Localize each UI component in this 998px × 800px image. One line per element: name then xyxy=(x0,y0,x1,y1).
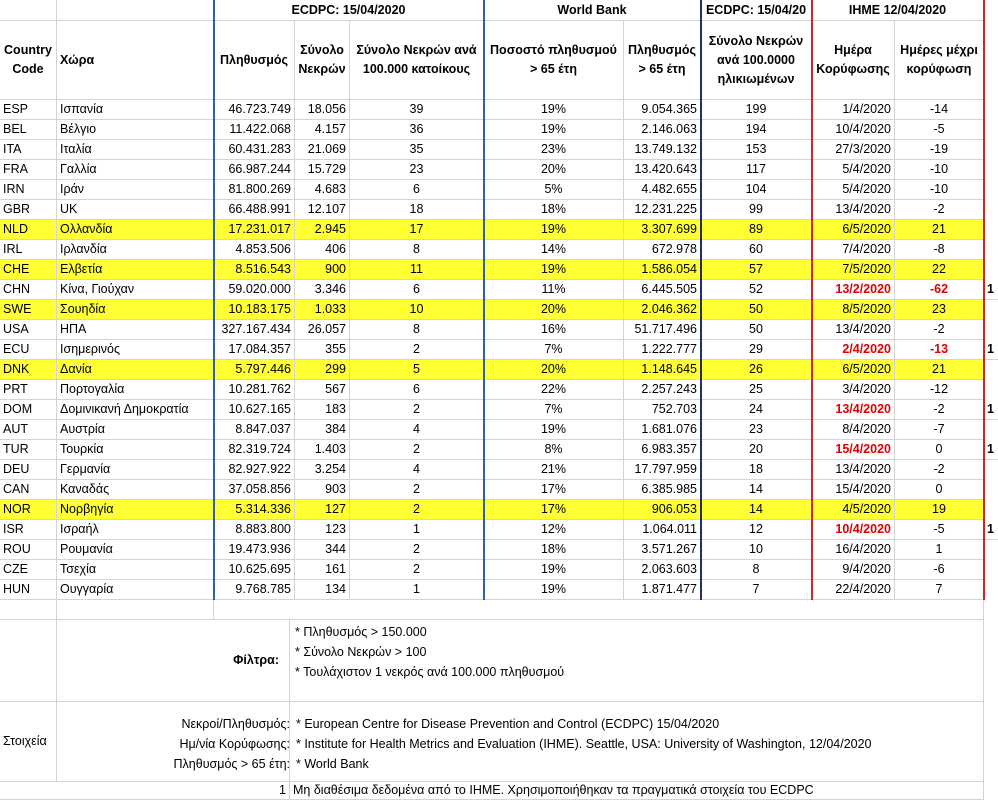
cell-days: -2 xyxy=(895,320,984,340)
cell-country: Ισημερινός xyxy=(57,340,214,360)
cell-deaths: 355 xyxy=(295,340,350,360)
col-header-pop65: Πληθυσμός > 65 έτη xyxy=(624,21,701,100)
col-header-deaths: Σύνολο Νεκρών xyxy=(295,21,350,100)
cell-per100k65: 50 xyxy=(701,300,812,320)
cell-code: FRA xyxy=(0,160,57,180)
cell-deaths: 123 xyxy=(295,520,350,540)
cell-pop65: 12.231.225 xyxy=(624,200,701,220)
divider-navy xyxy=(700,0,702,600)
cell-per100k65: 89 xyxy=(701,220,812,240)
cell-per100k: 17 xyxy=(350,220,484,240)
cell-pop: 8.883.800 xyxy=(214,520,295,540)
cell-peak: 16/4/2020 xyxy=(812,540,895,560)
cell-days: -62 xyxy=(895,280,984,300)
cell-pop: 59.020.000 xyxy=(214,280,295,300)
source-value: * Institute for Health Metrics and Evaluation (IHME). Seattle, USA: University of Washington, 12/04/2020 xyxy=(296,737,872,751)
cell-days: -2 xyxy=(895,400,984,420)
divider-red xyxy=(811,0,813,600)
cell-pct65: 5% xyxy=(484,180,624,200)
cell-days: -10 xyxy=(895,180,984,200)
cell-peak: 13/4/2020 xyxy=(812,400,895,420)
cell-per100k: 4 xyxy=(350,420,484,440)
cell-per100k: 6 xyxy=(350,280,484,300)
cell-pop65: 13.420.643 xyxy=(624,160,701,180)
cell-pop65: 2.046.362 xyxy=(624,300,701,320)
cell-country: Νορβηγία xyxy=(57,500,214,520)
cell-per100k: 39 xyxy=(350,100,484,120)
cell-pct65: 11% xyxy=(484,280,624,300)
cell-peak: 13/4/2020 xyxy=(812,200,895,220)
cell-pop: 327.167.434 xyxy=(214,320,295,340)
cell-deaths: 18.056 xyxy=(295,100,350,120)
cell-code: PRT xyxy=(0,380,57,400)
cell-deaths: 15.729 xyxy=(295,160,350,180)
cell-peak: 5/4/2020 xyxy=(812,180,895,200)
cell-pop: 10.183.175 xyxy=(214,300,295,320)
cell-days: -2 xyxy=(895,200,984,220)
cell-pct65: 7% xyxy=(484,400,624,420)
cell-code: ROU xyxy=(0,540,57,560)
cell-days: -14 xyxy=(895,100,984,120)
cell-deaths: 2.945 xyxy=(295,220,350,240)
cell-per100k65: 14 xyxy=(701,500,812,520)
cell-days: -12 xyxy=(895,380,984,400)
cell-days: 7 xyxy=(895,580,984,600)
cell-code: NLD xyxy=(0,220,57,240)
cell-country: Ισραήλ xyxy=(57,520,214,540)
cell-per100k: 36 xyxy=(350,120,484,140)
cell-country: Πορτογαλία xyxy=(57,380,214,400)
cell-pop65: 672.978 xyxy=(624,240,701,260)
cell-pop: 11.422.068 xyxy=(214,120,295,140)
cell-pop: 10.281.762 xyxy=(214,380,295,400)
cell-per100k: 11 xyxy=(350,260,484,280)
cell-deaths: 406 xyxy=(295,240,350,260)
cell-per100k65: 12 xyxy=(701,520,812,540)
cell-empty xyxy=(214,600,984,620)
cell-pop: 46.723.749 xyxy=(214,100,295,120)
cell-deaths: 900 xyxy=(295,260,350,280)
cell-peak: 7/4/2020 xyxy=(812,240,895,260)
cell-per100k: 6 xyxy=(350,380,484,400)
cell-peak: 4/5/2020 xyxy=(812,500,895,520)
cell-code: CHN xyxy=(0,280,57,300)
cell-pct65: 22% xyxy=(484,380,624,400)
cell-empty xyxy=(0,0,57,21)
cell-per100k65: 153 xyxy=(701,140,812,160)
cell-peak: 22/4/2020 xyxy=(812,580,895,600)
cell-pct65: 20% xyxy=(484,300,624,320)
cell-country: Δανία xyxy=(57,360,214,380)
col-header-country: Χώρα xyxy=(57,21,214,100)
cell-pct65: 7% xyxy=(484,340,624,360)
cell-pop65: 2.146.063 xyxy=(624,120,701,140)
cell-code: IRN xyxy=(0,180,57,200)
cell-peak: 5/4/2020 xyxy=(812,160,895,180)
cell-per100k65: 7 xyxy=(701,580,812,600)
cell-country: Σουηδία xyxy=(57,300,214,320)
footnote-text: Μη διαθέσιμα δεδομένα από το IHME. Χρησιμοποιήθηκαν τα πραγματικά στοιχεία του ECDPC xyxy=(290,782,984,800)
cell-empty xyxy=(0,600,57,620)
cell-peak: 13/4/2020 xyxy=(812,320,895,340)
cell-code: ESP xyxy=(0,100,57,120)
cell-per100k: 2 xyxy=(350,440,484,460)
cell-deaths: 12.107 xyxy=(295,200,350,220)
footnote-number: 1 xyxy=(0,782,290,800)
cell-days: 22 xyxy=(895,260,984,280)
cell-empty xyxy=(57,600,214,620)
source-value: * World Bank xyxy=(296,757,369,771)
cell-days: -10 xyxy=(895,160,984,180)
cell-empty xyxy=(0,620,57,702)
cell-per100k: 2 xyxy=(350,340,484,360)
cell-pop: 8.516.543 xyxy=(214,260,295,280)
cell-peak: 2/4/2020 xyxy=(812,340,895,360)
cell-empty xyxy=(57,0,214,21)
cell-deaths: 161 xyxy=(295,560,350,580)
cell-code: ITA xyxy=(0,140,57,160)
cell-pct65: 19% xyxy=(484,580,624,600)
cell-days: 1 xyxy=(895,540,984,560)
col-header-days: Ημέρες μέχρι κορύφωση xyxy=(895,21,984,100)
cell-country: Καναδάς xyxy=(57,480,214,500)
cell-country: Ουγγαρία xyxy=(57,580,214,600)
cell-deaths: 344 xyxy=(295,540,350,560)
cell-pop65: 51.717.496 xyxy=(624,320,701,340)
cell-deaths: 903 xyxy=(295,480,350,500)
cell-code: HUN xyxy=(0,580,57,600)
cell-days: -5 xyxy=(895,120,984,140)
cell-pop: 17.084.357 xyxy=(214,340,295,360)
cell-per100k65: 10 xyxy=(701,540,812,560)
cell-pop: 5.314.336 xyxy=(214,500,295,520)
cell-pop65: 1.586.054 xyxy=(624,260,701,280)
cell-per100k65: 60 xyxy=(701,240,812,260)
divider-blue xyxy=(213,0,215,600)
cell-code: NOR xyxy=(0,500,57,520)
cell-code: ISR xyxy=(0,520,57,540)
cell-country: Αυστρία xyxy=(57,420,214,440)
cell-country: Γαλλία xyxy=(57,160,214,180)
cell-code: CHE xyxy=(0,260,57,280)
cell-country: Τσεχία xyxy=(57,560,214,580)
cell-per100k65: 26 xyxy=(701,360,812,380)
group-header-ecdpc2: ECDPC: 15/04/20 xyxy=(701,0,812,21)
cell-peak: 9/4/2020 xyxy=(812,560,895,580)
cell-per100k: 6 xyxy=(350,180,484,200)
cell-per100k: 4 xyxy=(350,460,484,480)
cell-per100k: 2 xyxy=(350,540,484,560)
cell-pct65: 19% xyxy=(484,560,624,580)
cell-code: USA xyxy=(0,320,57,340)
cell-deaths: 127 xyxy=(295,500,350,520)
cell-pop65: 9.054.365 xyxy=(624,100,701,120)
cell-per100k65: 18 xyxy=(701,460,812,480)
cell-per100k: 1 xyxy=(350,580,484,600)
cell-pct65: 19% xyxy=(484,220,624,240)
cell-peak: 6/5/2020 xyxy=(812,360,895,380)
cell-deaths: 3.346 xyxy=(295,280,350,300)
filter-item: * Σύνολο Νεκρών > 100 xyxy=(295,645,427,659)
cell-deaths: 1.033 xyxy=(295,300,350,320)
cell-pct65: 21% xyxy=(484,460,624,480)
cell-code: BEL xyxy=(0,120,57,140)
cell-country: Ιράν xyxy=(57,180,214,200)
filter-item: * Τουλάχιστον 1 νεκρός ανά 100.000 πληθυσμού xyxy=(295,665,565,679)
cell-pop: 37.058.856 xyxy=(214,480,295,500)
cell-code: CZE xyxy=(0,560,57,580)
cell-pop65: 1.222.777 xyxy=(624,340,701,360)
cell-pct65: 17% xyxy=(484,500,624,520)
cell-pop65: 6.983.357 xyxy=(624,440,701,460)
sources-label: Στοιχεία xyxy=(0,702,57,782)
cell-days: 19 xyxy=(895,500,984,520)
cell-pop65: 1.681.076 xyxy=(624,420,701,440)
cell-days: -7 xyxy=(895,420,984,440)
footnote-marker: 1 xyxy=(984,440,998,460)
cell-peak: 6/5/2020 xyxy=(812,220,895,240)
cell-pop65: 3.307.699 xyxy=(624,220,701,240)
cell-per100k65: 24 xyxy=(701,400,812,420)
cell-code: GBR xyxy=(0,200,57,220)
cell-pct65: 20% xyxy=(484,360,624,380)
footnote-marker: 1 xyxy=(984,520,998,540)
cell-per100k: 8 xyxy=(350,240,484,260)
filter-item: * Πληθυσμός > 150.000 xyxy=(295,625,427,639)
cell-per100k65: 25 xyxy=(701,380,812,400)
cell-per100k65: 117 xyxy=(701,160,812,180)
cell-peak: 8/5/2020 xyxy=(812,300,895,320)
cell-per100k: 18 xyxy=(350,200,484,220)
cell-pop: 17.231.017 xyxy=(214,220,295,240)
cell-per100k65: 99 xyxy=(701,200,812,220)
cell-country: Κίνα, Γιούχαν xyxy=(57,280,214,300)
cell-code: DNK xyxy=(0,360,57,380)
cell-deaths: 3.254 xyxy=(295,460,350,480)
cell-per100k: 8 xyxy=(350,320,484,340)
cell-peak: 13/2/2020 xyxy=(812,280,895,300)
cell-country: Ιταλία xyxy=(57,140,214,160)
cell-per100k: 2 xyxy=(350,400,484,420)
cell-country: Βέλγιο xyxy=(57,120,214,140)
cell-per100k65: 104 xyxy=(701,180,812,200)
col-header-code: Country Code xyxy=(0,21,57,100)
cell-per100k: 2 xyxy=(350,500,484,520)
cell-deaths: 4.157 xyxy=(295,120,350,140)
cell-country: ΗΠΑ xyxy=(57,320,214,340)
cell-country: UK xyxy=(57,200,214,220)
cell-peak: 27/3/2020 xyxy=(812,140,895,160)
cell-peak: 15/4/2020 xyxy=(812,480,895,500)
cell-peak: 15/4/2020 xyxy=(812,440,895,460)
cell-pct65: 19% xyxy=(484,260,624,280)
divider-blue xyxy=(483,0,485,600)
cell-deaths: 384 xyxy=(295,420,350,440)
group-header-ihme: IHME 12/04/2020 xyxy=(812,0,984,21)
divider-red xyxy=(983,0,985,600)
cell-peak: 10/4/2020 xyxy=(812,520,895,540)
cell-pct65: 19% xyxy=(484,420,624,440)
cell-country: Ολλανδία xyxy=(57,220,214,240)
cell-code: IRL xyxy=(0,240,57,260)
cell-pop: 8.847.037 xyxy=(214,420,295,440)
cell-pop65: 1.064.011 xyxy=(624,520,701,540)
cell-pct65: 18% xyxy=(484,540,624,560)
cell-per100k: 1 xyxy=(350,520,484,540)
cell-code: DOM xyxy=(0,400,57,420)
cell-pct65: 18% xyxy=(484,200,624,220)
cell-code: DEU xyxy=(0,460,57,480)
cell-pop65: 2.063.603 xyxy=(624,560,701,580)
cell-pct65: 19% xyxy=(484,100,624,120)
cell-peak: 7/5/2020 xyxy=(812,260,895,280)
cell-pct65: 12% xyxy=(484,520,624,540)
cell-per100k65: 8 xyxy=(701,560,812,580)
cell-deaths: 21.069 xyxy=(295,140,350,160)
cell-pop65: 6.445.505 xyxy=(624,280,701,300)
cell-pop65: 2.257.243 xyxy=(624,380,701,400)
col-header-peak: Ημέρα Κορύφωσης xyxy=(812,21,895,100)
source-key: Πληθυσμός > 65 έτη: xyxy=(173,757,290,771)
cell-deaths: 26.057 xyxy=(295,320,350,340)
cell-pct65: 20% xyxy=(484,160,624,180)
cell-pop65: 13.749.132 xyxy=(624,140,701,160)
cell-country: Ελβετία xyxy=(57,260,214,280)
cell-days: -5 xyxy=(895,520,984,540)
cell-country: Γερμανία xyxy=(57,460,214,480)
cell-per100k: 10 xyxy=(350,300,484,320)
cell-per100k: 23 xyxy=(350,160,484,180)
cell-pct65: 16% xyxy=(484,320,624,340)
cell-peak: 8/4/2020 xyxy=(812,420,895,440)
footnote-marker: 1 xyxy=(984,400,998,420)
cell-deaths: 134 xyxy=(295,580,350,600)
cell-days: 21 xyxy=(895,220,984,240)
col-header-per100k: Σύνολο Νεκρών ανά 100.000 κατοίκους xyxy=(350,21,484,100)
cell-days: 23 xyxy=(895,300,984,320)
cell-pop: 82.927.922 xyxy=(214,460,295,480)
cell-days: -13 xyxy=(895,340,984,360)
cell-per100k65: 50 xyxy=(701,320,812,340)
cell-pop: 10.627.165 xyxy=(214,400,295,420)
group-header-worldbank: World Bank xyxy=(484,0,701,21)
cell-per100k65: 52 xyxy=(701,280,812,300)
cell-pop: 66.488.991 xyxy=(214,200,295,220)
cell-pop65: 6.385.985 xyxy=(624,480,701,500)
cell-pop: 4.853.506 xyxy=(214,240,295,260)
cell-per100k65: 57 xyxy=(701,260,812,280)
cell-per100k65: 20 xyxy=(701,440,812,460)
cell-per100k: 35 xyxy=(350,140,484,160)
cell-pop65: 1.871.477 xyxy=(624,580,701,600)
cell-per100k65: 199 xyxy=(701,100,812,120)
cell-per100k: 2 xyxy=(350,560,484,580)
cell-code: SWE xyxy=(0,300,57,320)
cell-pop: 9.768.785 xyxy=(214,580,295,600)
cell-code: TUR xyxy=(0,440,57,460)
cell-pop: 19.473.936 xyxy=(214,540,295,560)
cell-pop65: 3.571.267 xyxy=(624,540,701,560)
col-header-per100k65: Σύνολο Νεκρών ανά 100.0000 ηλικιωμένων xyxy=(701,21,812,100)
cell-peak: 1/4/2020 xyxy=(812,100,895,120)
cell-deaths: 4.683 xyxy=(295,180,350,200)
cell-days: 0 xyxy=(895,480,984,500)
cell-country: Ισπανία xyxy=(57,100,214,120)
cell-per100k65: 23 xyxy=(701,420,812,440)
cell-pop: 10.625.695 xyxy=(214,560,295,580)
cell-pct65: 19% xyxy=(484,120,624,140)
cell-pop: 60.431.283 xyxy=(214,140,295,160)
cell-pct65: 14% xyxy=(484,240,624,260)
cell-peak: 3/4/2020 xyxy=(812,380,895,400)
cell-pop: 5.797.446 xyxy=(214,360,295,380)
cell-country: Ιρλανδία xyxy=(57,240,214,260)
cell-deaths: 1.403 xyxy=(295,440,350,460)
source-value: * European Centre for Disease Prevention and Control (ECDPC) 15/04/2020 xyxy=(296,717,720,731)
source-key: Ημ/νία Κορύφωσης: xyxy=(179,737,290,751)
cell-pct65: 8% xyxy=(484,440,624,460)
cell-pop: 82.319.724 xyxy=(214,440,295,460)
cell-peak: 13/4/2020 xyxy=(812,460,895,480)
col-header-pop: Πληθυσμός xyxy=(214,21,295,100)
cell-pop: 66.987.244 xyxy=(214,160,295,180)
cell-code: ECU xyxy=(0,340,57,360)
group-header-ecdpc: ECDPC: 15/04/2020 xyxy=(214,0,484,21)
cell-deaths: 183 xyxy=(295,400,350,420)
cell-per100k65: 29 xyxy=(701,340,812,360)
cell-country: Τουρκία xyxy=(57,440,214,460)
cell-pop65: 17.797.959 xyxy=(624,460,701,480)
cell-days: 21 xyxy=(895,360,984,380)
source-key: Νεκροί/Πληθυσμός: xyxy=(181,717,290,731)
filters-label: Φίλτρα: xyxy=(57,620,290,702)
cell-days: -19 xyxy=(895,140,984,160)
cell-deaths: 299 xyxy=(295,360,350,380)
footnote-marker: 1 xyxy=(984,280,998,300)
cell-per100k: 5 xyxy=(350,360,484,380)
cell-days: -2 xyxy=(895,460,984,480)
cell-country: Ρουμανία xyxy=(57,540,214,560)
cell-peak: 10/4/2020 xyxy=(812,120,895,140)
cell-pop65: 1.148.645 xyxy=(624,360,701,380)
cell-per100k65: 194 xyxy=(701,120,812,140)
cell-country: Δομινικανή Δημοκρατία xyxy=(57,400,214,420)
cell-pop65: 906.053 xyxy=(624,500,701,520)
cell-code: AUT xyxy=(0,420,57,440)
cell-days: -8 xyxy=(895,240,984,260)
cell-code: CAN xyxy=(0,480,57,500)
cell-pop65: 4.482.655 xyxy=(624,180,701,200)
cell-days: 0 xyxy=(895,440,984,460)
cell-deaths: 567 xyxy=(295,380,350,400)
cell-pct65: 17% xyxy=(484,480,624,500)
cell-per100k65: 14 xyxy=(701,480,812,500)
col-header-pct65: Ποσοστό πληθυσμού > 65 έτη xyxy=(484,21,624,100)
cell-pop: 81.800.269 xyxy=(214,180,295,200)
cell-pop65: 752.703 xyxy=(624,400,701,420)
cell-pct65: 23% xyxy=(484,140,624,160)
footnote-marker: 1 xyxy=(984,340,998,360)
cell-per100k: 2 xyxy=(350,480,484,500)
cell-days: -6 xyxy=(895,560,984,580)
